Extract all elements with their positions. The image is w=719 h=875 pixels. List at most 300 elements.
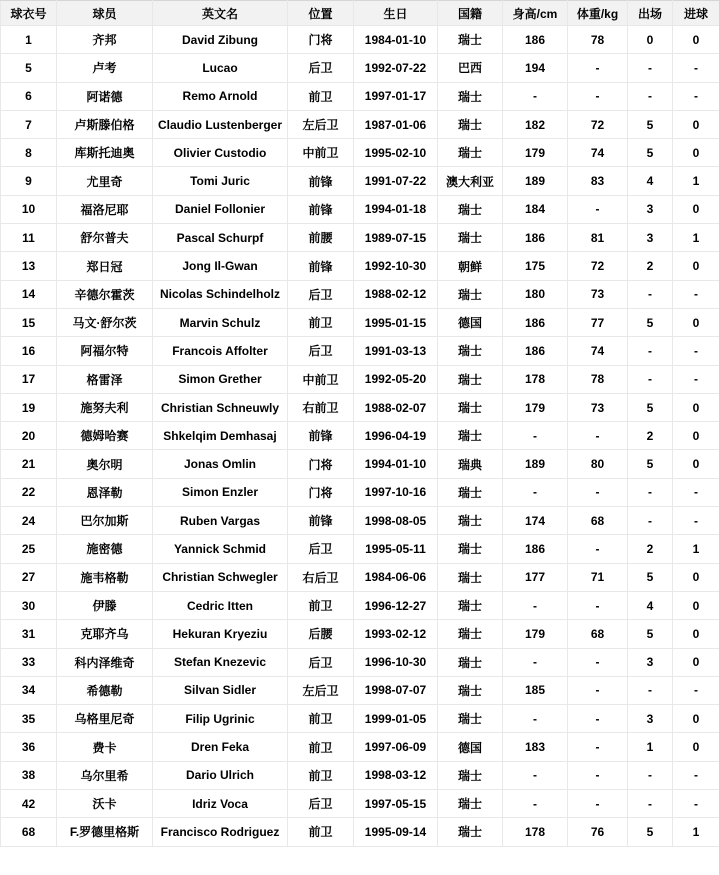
table-cell: 恩泽勒: [57, 478, 153, 506]
table-cell: -: [628, 676, 673, 704]
table-cell: Christian Schneuwly: [153, 393, 288, 421]
table-cell: 17: [1, 365, 57, 393]
table-cell: 0: [673, 733, 719, 761]
column-header: 球衣号: [1, 1, 57, 26]
table-cell: -: [628, 790, 673, 818]
table-cell: Francois Affolter: [153, 337, 288, 365]
table-cell: 瑞士: [438, 563, 503, 591]
table-cell: 1984-06-06: [354, 563, 438, 591]
table-cell: 178: [503, 818, 568, 846]
table-cell: 14: [1, 280, 57, 308]
table-cell: 瑞士: [438, 82, 503, 110]
table-cell: 前锋: [288, 252, 354, 280]
table-cell: 7: [1, 110, 57, 138]
table-cell: 朝鲜: [438, 252, 503, 280]
table-cell: 5: [628, 110, 673, 138]
table-row: [1, 54, 719, 82]
table-row: [1, 224, 719, 252]
column-header: 身高/cm: [503, 1, 568, 26]
table-cell: 33: [1, 648, 57, 676]
table-cell: -: [628, 54, 673, 82]
table-row: [1, 535, 719, 563]
table-cell: 瑞典: [438, 450, 503, 478]
table-cell: -: [628, 82, 673, 110]
table-cell: 186: [503, 26, 568, 54]
table-cell: -: [673, 337, 719, 365]
table-row: [1, 365, 719, 393]
table-cell: 2: [628, 535, 673, 563]
table-cell: Daniel Follonier: [153, 195, 288, 223]
table-cell: 0: [673, 648, 719, 676]
table-cell: 3: [628, 705, 673, 733]
table-cell: 施密德: [57, 535, 153, 563]
table-cell: 20: [1, 422, 57, 450]
table-cell: 格雷泽: [57, 365, 153, 393]
table-cell: 1997-01-17: [354, 82, 438, 110]
table-cell: 克耶齐乌: [57, 620, 153, 648]
table-cell: 1995-05-11: [354, 535, 438, 563]
table-cell: 1: [673, 224, 719, 252]
table-cell: 福洛尼耶: [57, 195, 153, 223]
table-cell: 186: [503, 337, 568, 365]
table-cell: 3: [628, 648, 673, 676]
table-cell: 42: [1, 790, 57, 818]
table-cell: 184: [503, 195, 568, 223]
table-cell: -: [568, 478, 628, 506]
header-row: [1, 1, 719, 26]
table-cell: Claudio Lustenberger: [153, 110, 288, 138]
table-cell: 郑日冠: [57, 252, 153, 280]
table-cell: 0: [673, 422, 719, 450]
table-cell: 后卫: [288, 337, 354, 365]
table-row: [1, 337, 719, 365]
table-cell: Nicolas Schindelholz: [153, 280, 288, 308]
table-row: [1, 818, 719, 846]
table-cell: 72: [568, 110, 628, 138]
table-cell: 瑞士: [438, 365, 503, 393]
table-cell: 马文·舒尔茨: [57, 308, 153, 336]
table-cell: 178: [503, 365, 568, 393]
table-cell: 卢斯滕伯格: [57, 110, 153, 138]
table-cell: 72: [568, 252, 628, 280]
table-cell: -: [568, 82, 628, 110]
table-row: [1, 167, 719, 195]
table-cell: 179: [503, 620, 568, 648]
table-cell: 舒尔普夫: [57, 224, 153, 252]
table-cell: 前锋: [288, 167, 354, 195]
table-cell: -: [673, 365, 719, 393]
table-row: [1, 591, 719, 619]
table-cell: 5: [628, 818, 673, 846]
table-cell: 瑞士: [438, 591, 503, 619]
table-cell: 74: [568, 139, 628, 167]
table-cell: 1: [673, 535, 719, 563]
table-cell: 0: [673, 308, 719, 336]
table-cell: 68: [568, 620, 628, 648]
table-cell: 0: [673, 563, 719, 591]
table-row: [1, 676, 719, 704]
table-cell: 21: [1, 450, 57, 478]
table-cell: Remo Arnold: [153, 82, 288, 110]
table-cell: -: [568, 648, 628, 676]
table-cell: 1987-01-06: [354, 110, 438, 138]
table-row: [1, 761, 719, 789]
table-cell: 1991-03-13: [354, 337, 438, 365]
table-cell: 巴西: [438, 54, 503, 82]
table-cell: -: [673, 790, 719, 818]
table-cell: 澳大利亚: [438, 167, 503, 195]
table-cell: 库斯托迪奥: [57, 139, 153, 167]
table-cell: 中前卫: [288, 139, 354, 167]
table-cell: 189: [503, 450, 568, 478]
table-cell: 中前卫: [288, 365, 354, 393]
table-cell: 5: [628, 450, 673, 478]
table-cell: 16: [1, 337, 57, 365]
table-cell: 0: [673, 620, 719, 648]
column-header: 进球: [673, 1, 719, 26]
table-cell: 1984-01-10: [354, 26, 438, 54]
table-cell: 186: [503, 535, 568, 563]
table-cell: 乌格里尼奇: [57, 705, 153, 733]
table-cell: 科内泽维奇: [57, 648, 153, 676]
table-row: [1, 422, 719, 450]
table-cell: 后卫: [288, 790, 354, 818]
table-cell: 沃卡: [57, 790, 153, 818]
table-cell: 180: [503, 280, 568, 308]
table-cell: 15: [1, 308, 57, 336]
table-cell: 0: [673, 26, 719, 54]
table-cell: David Zibung: [153, 26, 288, 54]
table-row: [1, 110, 719, 138]
table-cell: 74: [568, 337, 628, 365]
table-row: [1, 252, 719, 280]
table-cell: 后腰: [288, 620, 354, 648]
table-cell: Hekuran Kryeziu: [153, 620, 288, 648]
table-cell: -: [568, 761, 628, 789]
table-cell: 后卫: [288, 648, 354, 676]
table-cell: 182: [503, 110, 568, 138]
table-row: [1, 790, 719, 818]
table-cell: 前卫: [288, 733, 354, 761]
table-cell: 5: [1, 54, 57, 82]
column-header: 英文名: [153, 1, 288, 26]
table-cell: 179: [503, 393, 568, 421]
table-cell: -: [628, 478, 673, 506]
table-cell: Lucao: [153, 54, 288, 82]
table-cell: -: [568, 676, 628, 704]
table-cell: 5: [628, 563, 673, 591]
table-cell: 左后卫: [288, 676, 354, 704]
table-cell: -: [503, 82, 568, 110]
table-cell: Marvin Schulz: [153, 308, 288, 336]
table-cell: 1999-01-05: [354, 705, 438, 733]
table-cell: 1996-10-30: [354, 648, 438, 676]
table-cell: 3: [628, 224, 673, 252]
table-cell: -: [628, 761, 673, 789]
table-cell: 31: [1, 620, 57, 648]
table-cell: Jonas Omlin: [153, 450, 288, 478]
table-row: [1, 26, 719, 54]
table-cell: -: [673, 82, 719, 110]
table-cell: F.罗德里格斯: [57, 818, 153, 846]
table-cell: 瑞士: [438, 478, 503, 506]
table-cell: 71: [568, 563, 628, 591]
table-cell: 0: [673, 195, 719, 223]
table-cell: 0: [673, 705, 719, 733]
table-cell: 34: [1, 676, 57, 704]
table-cell: 1992-07-22: [354, 54, 438, 82]
table-cell: Simon Grether: [153, 365, 288, 393]
table-cell: 1992-10-30: [354, 252, 438, 280]
table-body: [1, 26, 719, 847]
table-cell: 德姆哈赛: [57, 422, 153, 450]
table-row: [1, 393, 719, 421]
table-cell: 前卫: [288, 761, 354, 789]
table-cell: 3: [628, 195, 673, 223]
table-cell: 施韦格勒: [57, 563, 153, 591]
table-cell: 0: [673, 110, 719, 138]
table-cell: 1995-09-14: [354, 818, 438, 846]
table-cell: 22: [1, 478, 57, 506]
table-cell: 门将: [288, 26, 354, 54]
table-cell: 1991-07-22: [354, 167, 438, 195]
table-cell: -: [568, 733, 628, 761]
table-cell: -: [503, 478, 568, 506]
table-cell: 1988-02-07: [354, 393, 438, 421]
table-cell: 81: [568, 224, 628, 252]
table-cell: 73: [568, 280, 628, 308]
table-cell: 1: [1, 26, 57, 54]
table-cell: 瑞士: [438, 818, 503, 846]
table-cell: 瑞士: [438, 139, 503, 167]
table-cell: 阿福尔特: [57, 337, 153, 365]
table-cell: 瑞士: [438, 110, 503, 138]
table-cell: 0: [673, 139, 719, 167]
table-cell: 瑞士: [438, 195, 503, 223]
table-cell: 1997-06-09: [354, 733, 438, 761]
table-cell: 1994-01-18: [354, 195, 438, 223]
table-cell: 1995-02-10: [354, 139, 438, 167]
table-cell: 1998-07-07: [354, 676, 438, 704]
table-cell: 瑞士: [438, 422, 503, 450]
table-cell: 30: [1, 591, 57, 619]
table-cell: 右后卫: [288, 563, 354, 591]
table-cell: 1989-07-15: [354, 224, 438, 252]
table-cell: 25: [1, 535, 57, 563]
table-cell: Filip Ugrinic: [153, 705, 288, 733]
table-cell: -: [628, 507, 673, 535]
table-cell: 希德勒: [57, 676, 153, 704]
table-cell: 后卫: [288, 54, 354, 82]
table-cell: 前锋: [288, 507, 354, 535]
table-cell: 德国: [438, 733, 503, 761]
table-cell: 门将: [288, 478, 354, 506]
table-cell: 门将: [288, 450, 354, 478]
table-cell: 0: [628, 26, 673, 54]
table-row: [1, 280, 719, 308]
table-cell: 乌尔里希: [57, 761, 153, 789]
table-cell: 1997-10-16: [354, 478, 438, 506]
table-cell: 0: [673, 252, 719, 280]
table-cell: 1: [673, 167, 719, 195]
table-cell: -: [673, 478, 719, 506]
table-cell: Dren Feka: [153, 733, 288, 761]
table-cell: 瑞士: [438, 676, 503, 704]
table-cell: 1: [628, 733, 673, 761]
table-cell: -: [628, 337, 673, 365]
table-cell: 1988-02-12: [354, 280, 438, 308]
table-cell: Yannick Schmid: [153, 535, 288, 563]
table-cell: 瑞士: [438, 507, 503, 535]
table-cell: 1: [673, 818, 719, 846]
table-row: [1, 308, 719, 336]
table-cell: 瑞士: [438, 26, 503, 54]
table-cell: Tomi Juric: [153, 167, 288, 195]
table-cell: -: [628, 280, 673, 308]
table-cell: -: [673, 761, 719, 789]
table-cell: 189: [503, 167, 568, 195]
table-cell: 1998-08-05: [354, 507, 438, 535]
table-cell: 瑞士: [438, 761, 503, 789]
table-cell: 5: [628, 393, 673, 421]
table-cell: 185: [503, 676, 568, 704]
table-cell: 前卫: [288, 308, 354, 336]
table-cell: Olivier Custodio: [153, 139, 288, 167]
table-cell: 左后卫: [288, 110, 354, 138]
table-cell: -: [673, 507, 719, 535]
table-cell: 78: [568, 365, 628, 393]
table-cell: 费卡: [57, 733, 153, 761]
table-cell: 1996-04-19: [354, 422, 438, 450]
table-cell: 2: [628, 252, 673, 280]
table-cell: Christian Schwegler: [153, 563, 288, 591]
table-cell: 卢考: [57, 54, 153, 82]
table-cell: 80: [568, 450, 628, 478]
table-cell: 73: [568, 393, 628, 421]
column-header: 出场: [628, 1, 673, 26]
table-cell: 19: [1, 393, 57, 421]
table-cell: 76: [568, 818, 628, 846]
table-cell: 5: [628, 620, 673, 648]
table-cell: 前卫: [288, 818, 354, 846]
table-cell: 前卫: [288, 82, 354, 110]
table-cell: 右前卫: [288, 393, 354, 421]
table-cell: Idriz Voca: [153, 790, 288, 818]
table-row: [1, 139, 719, 167]
table-cell: 2: [628, 422, 673, 450]
table-cell: -: [673, 280, 719, 308]
table-row: [1, 478, 719, 506]
table-cell: Simon Enzler: [153, 478, 288, 506]
table-cell: 183: [503, 733, 568, 761]
table-cell: 德国: [438, 308, 503, 336]
table-cell: 瑞士: [438, 535, 503, 563]
column-header: 国籍: [438, 1, 503, 26]
table-cell: -: [503, 705, 568, 733]
table-cell: 1994-01-10: [354, 450, 438, 478]
table-cell: -: [568, 422, 628, 450]
table-row: [1, 507, 719, 535]
table-cell: 瑞士: [438, 393, 503, 421]
table-cell: 13: [1, 252, 57, 280]
table-cell: -: [503, 591, 568, 619]
table-cell: -: [503, 422, 568, 450]
table-cell: 瑞士: [438, 280, 503, 308]
table-row: [1, 620, 719, 648]
table-cell: Ruben Vargas: [153, 507, 288, 535]
table-cell: 68: [568, 507, 628, 535]
table-cell: 177: [503, 563, 568, 591]
table-cell: -: [568, 591, 628, 619]
table-cell: 77: [568, 308, 628, 336]
column-header: 位置: [288, 1, 354, 26]
table-cell: 24: [1, 507, 57, 535]
table-cell: 前卫: [288, 705, 354, 733]
column-header: 体重/kg: [568, 1, 628, 26]
table-cell: 瑞士: [438, 790, 503, 818]
table-cell: 186: [503, 224, 568, 252]
table-cell: -: [503, 790, 568, 818]
table-cell: 5: [628, 308, 673, 336]
table-cell: -: [673, 54, 719, 82]
table-cell: 174: [503, 507, 568, 535]
table-row: [1, 733, 719, 761]
table-cell: 9: [1, 167, 57, 195]
table-cell: 4: [628, 167, 673, 195]
table-cell: 6: [1, 82, 57, 110]
table-cell: 前卫: [288, 591, 354, 619]
table-cell: Shkelqim Demhasaj: [153, 422, 288, 450]
table-row: [1, 82, 719, 110]
table-cell: 179: [503, 139, 568, 167]
table-cell: 辛德尔霍茨: [57, 280, 153, 308]
table-cell: 前锋: [288, 422, 354, 450]
table-cell: 后卫: [288, 280, 354, 308]
table-cell: 4: [628, 591, 673, 619]
table-row: [1, 195, 719, 223]
table-row: [1, 563, 719, 591]
table-cell: 前腰: [288, 224, 354, 252]
table-cell: 78: [568, 26, 628, 54]
table-cell: 巴尔加斯: [57, 507, 153, 535]
table-cell: 瑞士: [438, 648, 503, 676]
table-cell: 8: [1, 139, 57, 167]
table-cell: 施努夫利: [57, 393, 153, 421]
table-cell: 68: [1, 818, 57, 846]
table-cell: 10: [1, 195, 57, 223]
table-cell: Pascal Schurpf: [153, 224, 288, 252]
table-cell: 27: [1, 563, 57, 591]
table-row: [1, 705, 719, 733]
table-cell: 齐邦: [57, 26, 153, 54]
table-cell: -: [568, 195, 628, 223]
table-cell: 1996-12-27: [354, 591, 438, 619]
table-row: [1, 450, 719, 478]
table-cell: -: [673, 676, 719, 704]
table-cell: 186: [503, 308, 568, 336]
table-cell: 瑞士: [438, 705, 503, 733]
table-cell: 175: [503, 252, 568, 280]
table-cell: 尤里奇: [57, 167, 153, 195]
table-cell: 0: [673, 393, 719, 421]
table-cell: 194: [503, 54, 568, 82]
table-cell: 35: [1, 705, 57, 733]
table-cell: 瑞士: [438, 224, 503, 252]
table-cell: 0: [673, 450, 719, 478]
table-cell: 1998-03-12: [354, 761, 438, 789]
table-cell: 38: [1, 761, 57, 789]
table-cell: 83: [568, 167, 628, 195]
